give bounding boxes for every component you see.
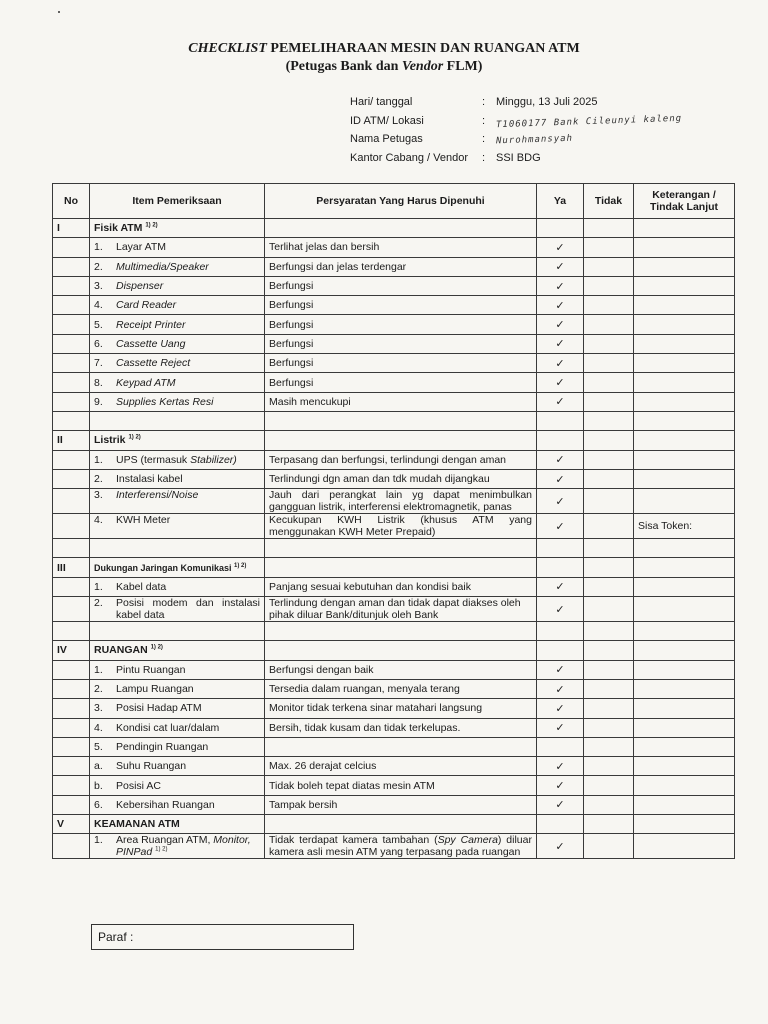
table-row: 5. Receipt Printer Berfungsi ✓ (53, 315, 735, 334)
check-mark[interactable]: ✓ (537, 679, 584, 698)
info-label: Nama Petugas (350, 133, 423, 146)
col-requirement: Persyaratan Yang Harus Dipenuhi (265, 184, 537, 219)
handwritten-value: Nurohmansyah (495, 133, 574, 147)
check-mark[interactable]: ✓ (537, 296, 584, 315)
section-title: Listrik (94, 434, 126, 447)
checklist-table (52, 183, 735, 859)
check-mark[interactable]: ✓ (537, 469, 584, 488)
check-mark[interactable]: ✓ (537, 315, 584, 334)
signature-label: Paraf : (98, 930, 134, 944)
scan-dot (58, 11, 60, 13)
subtitle-post: FLM) (446, 59, 483, 74)
table-row: 6. Kebersihan Ruangan Tampak bersih ✓ (53, 795, 735, 814)
check-mark[interactable]: ✓ (537, 257, 584, 276)
table-row: 8. Keypad ATM Berfungsi ✓ (53, 373, 735, 392)
table-row: a. Suhu Ruangan Max. 26 derajat celcius ✓ (53, 757, 735, 776)
col-item: Item Pemeriksaan (90, 184, 265, 219)
check-mark[interactable]: ✓ (537, 354, 584, 373)
table-header (53, 184, 735, 219)
section-title: RUANGAN (94, 644, 148, 657)
check-mark[interactable]: ✓ (537, 718, 584, 737)
check-mark[interactable]: ✓ (537, 660, 584, 679)
section-title: Dukungan Jaringan Komunikasi (94, 562, 232, 573)
table-row: 9. Supplies Kertas Resi Masih mencukupi ✓ (53, 392, 735, 411)
subtitle-pre: (Petugas Bank dan (285, 59, 399, 74)
table-row: 3. Dispenser Berfungsi ✓ (53, 276, 735, 295)
info-block (350, 93, 756, 167)
check-mark[interactable]: ✓ (537, 489, 584, 514)
table-row: 2. Multimedia/Speaker Berfungsi dan jelas terdengar ✓ (53, 257, 735, 276)
info-label: Hari/ tanggal (350, 96, 413, 109)
title-italic: CHECKLIST (188, 41, 267, 56)
handwritten-value: T1060177 Bank Cileunyi kaleng (495, 113, 683, 130)
subtitle-italic: Vendor (401, 59, 444, 74)
signature-box[interactable] (91, 924, 354, 950)
section-title: KEAMANAN ATM (94, 818, 180, 831)
check-mark[interactable]: ✓ (537, 757, 584, 776)
section-row: V KEAMANAN ATM (53, 815, 735, 834)
table-row: 4. KWH Meter Kecukupan KWH Listrik (khusus ATM yang menggunakan KWH Meter Prepaid) ✓ Sisa Token: (53, 514, 735, 539)
info-value: SSI BDG (496, 151, 541, 164)
table-row: 1. Area Ruangan ATM, Monitor, PINPad $^{1) 2)}$ Tidak terdapat kamera tambahan (Spy Camera) diluar kamera asli mesin ATM yang terpasang pada ruangan ✓ (53, 834, 735, 859)
check-mark[interactable]: ✓ (537, 795, 584, 814)
table-row: 6. Cassette Uang Berfungsi ✓ (53, 334, 735, 353)
section-row: III Dukungan Jaringan Komunikasi $^{1) 2)}$ (53, 558, 735, 577)
check-mark[interactable]: ✓ (537, 834, 584, 859)
table-row: b. Posisi AC Tidak boleh tepat diatas mesin ATM ✓ (53, 776, 735, 795)
table-row: 1. UPS (termasuk Stabilizer) Terpasang dan berfungsi, terlindungi dengan aman ✓ (53, 450, 735, 469)
note-cell[interactable]: Sisa Token: (634, 514, 735, 539)
info-label: ID ATM/ Lokasi (350, 114, 424, 127)
check-mark[interactable]: ✓ (537, 276, 584, 295)
col-no-answer: Tidak (584, 184, 634, 219)
section-title: Fisik ATM (94, 222, 143, 235)
table-row: 4. Card Reader Berfungsi ✓ (53, 296, 735, 315)
col-yes: Ya (537, 184, 584, 219)
col-notes: Keterangan / Tindak Lanjut (634, 184, 735, 219)
table-row: 2. Instalasi kabel Terlindungi dgn aman dan tdk mudah dijangkau ✓ (53, 469, 735, 488)
blank-row (53, 539, 735, 558)
info-row-date: Hari/ tanggal : Minggu, 13 Juli 2025 (350, 93, 756, 112)
check-mark[interactable]: ✓ (537, 776, 584, 795)
check-mark[interactable]: ✓ (537, 597, 584, 622)
table-row: 1. Kabel data Panjang sesuai kebutuhan dan kondisi baik ✓ (53, 577, 735, 596)
blank-row (53, 411, 735, 430)
table-row: 2. Posisi modem dan instalasi kabel data Terlindung dengan aman dan tidak dapat diakses oleh pihak diluar Bank/ditunjuk oleh Bank ✓ (53, 597, 735, 622)
section-row: IV RUANGAN $^{1) 2)}$ (53, 641, 735, 660)
info-row-branch: Kantor Cabang / Vendor : SSI BDG (350, 149, 756, 168)
section-row: I Fisik ATM $^{1) 2)}$ (53, 219, 735, 238)
table-row: 1. Layar ATM Terlihat jelas dan bersih ✓ (53, 238, 735, 257)
check-mark[interactable]: ✓ (537, 334, 584, 353)
check-mark[interactable]: ✓ (537, 450, 584, 469)
title-line1: PEMELIHARAAN MESIN DAN RUANGAN ATM (270, 41, 580, 56)
section-row: II Listrik $^{1) 2)}$ (53, 431, 735, 450)
info-value: Minggu, 13 Juli 2025 (496, 96, 598, 109)
check-mark[interactable]: ✓ (537, 238, 584, 257)
table-row: 3. Interferensi/Noise Jauh dari perangkat lain yg dapat menimbulkan gangguan listrik, interferensi elektromagnetik, panas ✓ (53, 489, 735, 514)
table-row: 3. Posisi Hadap ATM Monitor tidak terkena sinar matahari langsung ✓ (53, 699, 735, 718)
info-label: Kantor Cabang / Vendor (350, 151, 469, 164)
table-row: 4. Kondisi cat luar/dalam Bersih, tidak kusam dan tidak terkelupas. ✓ (53, 718, 735, 737)
info-row-location: ID ATM/ Lokasi : T1060177 Bank Cileunyi kaleng (350, 113, 683, 130)
check-mark[interactable]: ✓ (537, 514, 584, 539)
blank-row (53, 622, 735, 641)
table-row: 2. Lampu Ruangan Tersedia dalam ruangan, menyala terang ✓ (53, 679, 735, 698)
table-row: 1. Pintu Ruangan Berfungsi dengan baik ✓ (53, 660, 735, 679)
check-mark[interactable]: ✓ (537, 392, 584, 411)
col-no: No (53, 184, 90, 219)
table-row: 7. Cassette Reject Berfungsi ✓ (53, 354, 735, 373)
check-mark[interactable]: ✓ (537, 373, 584, 392)
check-mark[interactable]: ✓ (537, 577, 584, 596)
info-row-officer: Nama Petugas : Nurohmansyah (350, 133, 574, 147)
check-mark[interactable]: ✓ (537, 699, 584, 718)
table-row: 5. Pendingin Ruangan (53, 737, 735, 756)
document-title (0, 40, 768, 76)
